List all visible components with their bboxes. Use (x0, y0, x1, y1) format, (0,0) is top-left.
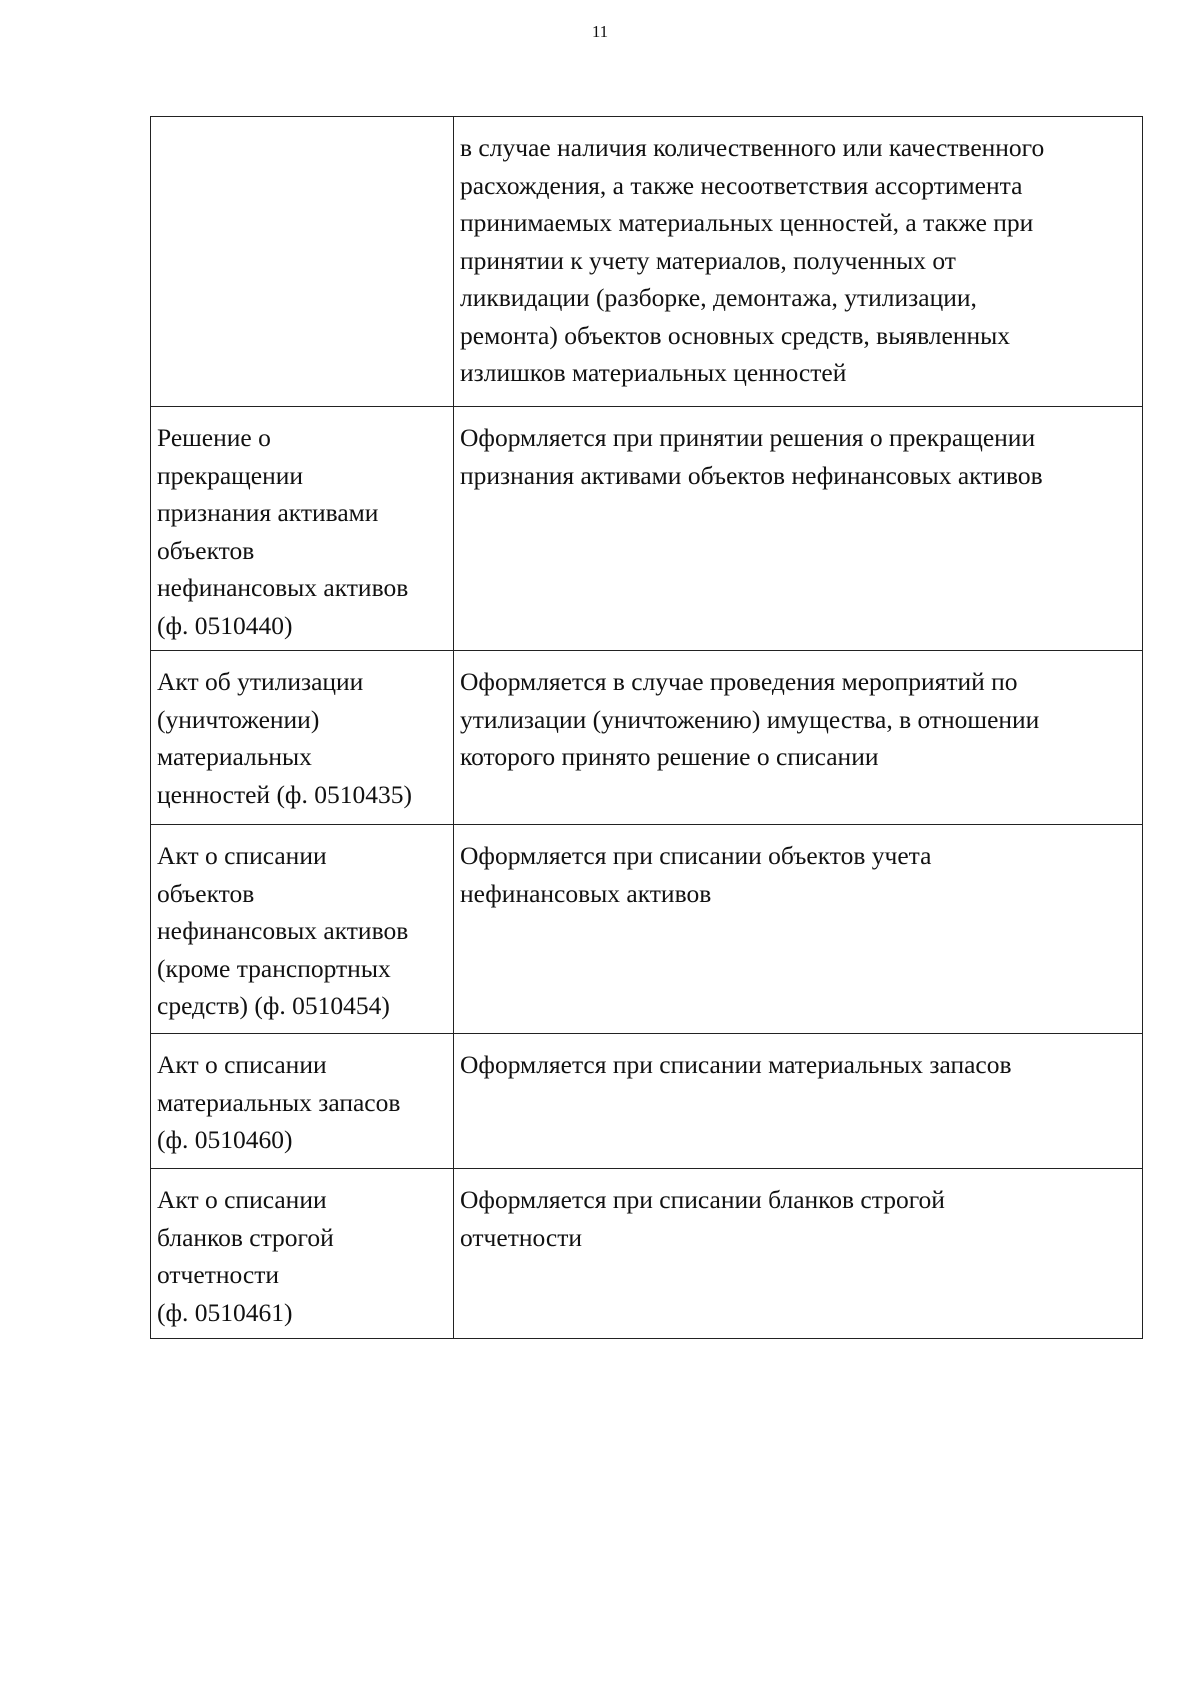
document-name: Акт о списании материальных запасов (ф. 0510460) (157, 1050, 401, 1154)
document-name-cell (151, 1169, 454, 1339)
document-description-cell (454, 1169, 1143, 1339)
document-name-cell (151, 407, 454, 651)
document-name-cell (151, 117, 454, 407)
document-name: Акт о списании бланков строгой отчетности (ф. 0510461) (157, 1185, 334, 1327)
document-description: Оформляется при списании бланков строгой отчетности (460, 1185, 945, 1252)
table-row (151, 651, 1143, 825)
table-row (151, 825, 1143, 1034)
document-description: Оформляется при списании материальных запасов (460, 1050, 1012, 1079)
table-row (151, 1034, 1143, 1169)
document-description: Оформляется при принятии решения о прекращении признания активами объектов нефинансовых активов (460, 423, 1043, 490)
document-description: в случае наличия количественного или качественного расхождения, а также несоответствия ассортимента принимаемых материальных ценностей, а также при принятии к учету материалов, полученных от ликвидации (разборке, демонтажа, утилизации, ремонта) объектов основных средств, выявленных излишков материальных ценностей (460, 133, 1045, 387)
page-number: 11 (591, 22, 609, 41)
document-name: Акт об утилизации (уничтожении) материальных ценностей (ф. 0510435) (157, 667, 412, 809)
document-description-cell (454, 407, 1143, 651)
table-row (151, 117, 1143, 407)
document-name: Акт о списании объектов нефинансовых активов (кроме транспортных средств) (ф. 0510454) (157, 841, 409, 1020)
table-row (151, 1169, 1143, 1339)
table-row (151, 407, 1143, 651)
document-description-cell (454, 651, 1143, 825)
document-description-cell (454, 117, 1143, 407)
document-name: Решение о прекращении признания активами объектов нефинансовых активов (ф. 0510440) (157, 423, 409, 640)
document-name-cell (151, 1034, 454, 1169)
document-description: Оформляется в случае проведения мероприятий по утилизации (уничтожению) имущества, в отношении которого принято решение о списании (460, 667, 1040, 771)
documents-table (150, 116, 1143, 1339)
document-description-cell (454, 1034, 1143, 1169)
document-name-cell (151, 651, 454, 825)
document-description: Оформляется при списании объектов учета нефинансовых активов (460, 841, 932, 908)
document-description-cell (454, 825, 1143, 1034)
document-name-cell (151, 825, 454, 1034)
